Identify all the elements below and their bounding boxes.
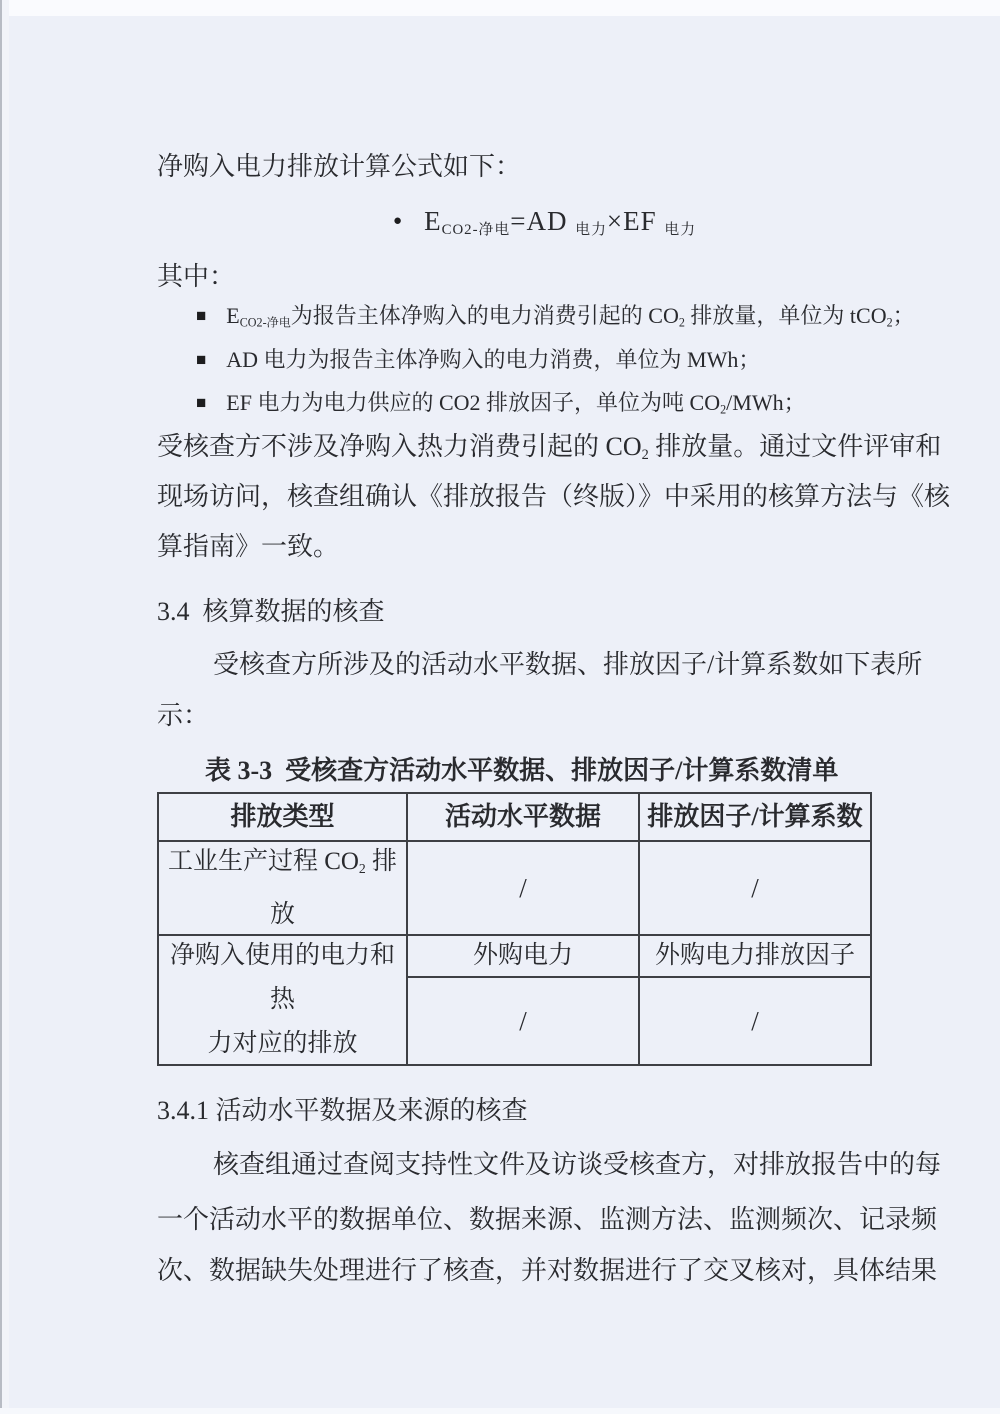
section-heading-3-4: 3.4 核算数据的核查 [157,597,385,626]
paragraph-line: 次、数据缺失处理进行了核查，并对数据进行了交叉核对，具体结果 [157,1256,938,1285]
table-cell-line: 力对应的排放 [207,1030,358,1057]
bullet-item-text: ECO2-净电为报告主体净购入的电力消费引起的 CO2 排放量，单位为 tCO2； [226,303,915,330]
paragraph-line: 一个活动水平的数据单位、数据来源、监测方法、监测频次、记录频 [157,1205,938,1234]
paragraph-formula-intro: 净购入电力排放计算公式如下： [157,152,522,181]
among-which-label: 其中： [157,262,236,291]
table-cell-line: 放 [269,901,295,929]
table-cell-line: 工业生产过程 CO2 排 [167,847,398,876]
table-header-activity-data: 活动水平数据 [408,794,640,842]
table-cell-purchased-power: 外购电力 [408,936,640,978]
bullet-item-text: AD 电力为报告主体净购入的电力消费，单位为 MWh； [226,347,761,372]
paragraph-line: 核查组通过查阅支持性文件及访谈受核查方，对排放报告中的每 [213,1150,942,1179]
bullet-item-text: EF 电力为电力供应的 CO2 排放因子，单位为吨 CO2/MWh； [226,390,806,417]
page-edge-left-soft [2,0,9,1414]
bullet-item-e [196,301,915,337]
data-table [157,792,872,1066]
formula-line [393,203,696,248]
paragraph-line: 算指南》一致。 [157,532,340,561]
table-cell-line: 净购入使用的电力和 [169,942,395,969]
paragraph-line: 现场访问，核查组确认《排放报告（终版）》中采用的核算方法与《核 [157,482,951,511]
table-cell-slash: / [408,842,640,936]
formula-e-co2-net-power: ECO2-净电=AD 电力×EF 电力 [424,206,697,239]
table-cell-line: 热 [269,986,295,1013]
bullet-dot-icon: ● [393,213,403,229]
table-cell-net-purchased-power-heat [159,936,408,1064]
table-cell-slash: / [408,978,640,1064]
bullet-square-icon: ■ [196,306,207,325]
paragraph-line: 受核查方不涉及净购入热力消费引起的 CO2 排放量。通过文件评审和 [157,432,942,463]
page-edge-bottom [0,1408,1000,1414]
table-cell-slash: / [751,1006,759,1036]
paragraph-line: 受核查方所涉及的活动水平数据、排放因子/计算系数如下表所 [213,650,923,679]
table-cell-industrial-process [159,842,408,936]
table-header-emission-factor: 排放因子/计算系数 [640,794,870,842]
table-caption: 表 3-3 受核查方活动水平数据、排放因子/计算系数清单 [205,756,839,785]
page-edge-left-line [0,0,2,1414]
bullet-item-ad [196,345,760,375]
table-header-emission-type: 排放类型 [159,794,408,842]
bullet-square-icon: ■ [196,350,207,369]
table-cell-purchased-power-factor: 外购电力排放因子 [640,936,870,978]
paragraph-line: 示： [157,701,210,730]
table-cell-slash: / [640,842,870,936]
page-edge-top [0,0,1000,16]
bullet-item-ef [196,388,806,424]
section-heading-3-4-1: 3.4.1 活动水平数据及来源的核查 [157,1096,528,1125]
bullet-square-icon: ■ [196,393,207,412]
